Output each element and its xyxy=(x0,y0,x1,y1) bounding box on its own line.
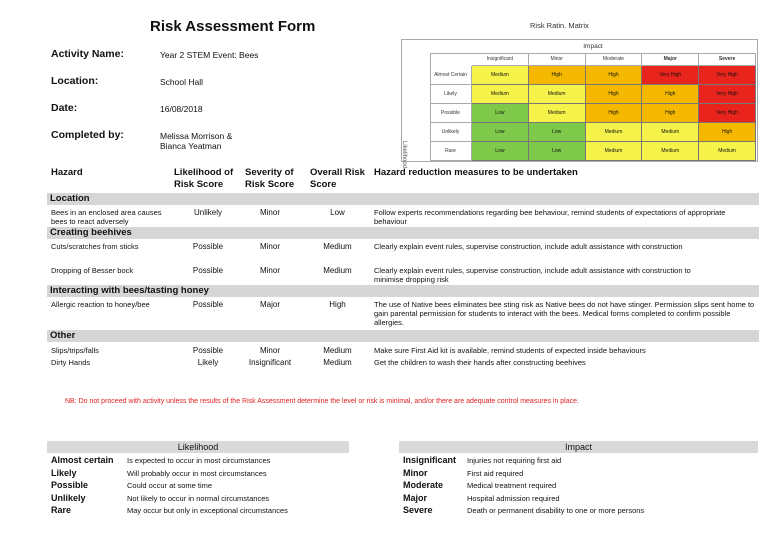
completed-by-label: Completed by: xyxy=(51,129,124,141)
col-severity-line-2: Risk Score xyxy=(245,179,295,190)
col-severity-line-1: Severity of xyxy=(245,167,294,178)
completed-by-value-2: Bianca Yeatman xyxy=(160,141,222,151)
matrix-cell: High xyxy=(586,104,643,123)
row-4-overall: High xyxy=(329,300,346,309)
matrix-cell: Very High xyxy=(642,66,699,85)
matrix-col-header: Severe xyxy=(699,53,756,66)
section-location: Location xyxy=(47,193,759,205)
matrix-cell: High xyxy=(642,85,699,104)
matrix-row-label: Almost Certain xyxy=(430,66,472,85)
matrix-cell: Medium xyxy=(586,142,643,161)
impact-legend-desc: Hospital admission required xyxy=(467,493,560,503)
row-6-likelihood: Likely xyxy=(197,358,219,367)
row-1-likelihood: Unlikely xyxy=(193,208,222,217)
matrix-cell: Very High xyxy=(699,66,756,85)
row-1-overall: Low xyxy=(330,208,345,217)
likelihood-legend-desc: May occur but only in exceptional circumstances xyxy=(127,506,288,515)
row-6-severity: Insignificant xyxy=(248,358,292,367)
col-likelihood-line-1: Likelihood of xyxy=(174,167,234,178)
matrix-cell: Low xyxy=(529,123,586,142)
impact-legend-desc: Death or permanent disability to one or more persons xyxy=(467,506,645,515)
matrix-title: Risk Ratin. Matrix xyxy=(530,21,589,30)
likelihood-legend-heading: Likelihood xyxy=(47,441,349,453)
matrix-cell: High xyxy=(642,104,699,123)
row-1-severity: Minor xyxy=(259,208,280,217)
impact-legend-desc: Medical treatment required xyxy=(467,481,557,490)
col-overall-line-2: Score xyxy=(310,179,337,190)
matrix-row-label: Possible xyxy=(430,104,472,123)
row-3-overall: Medium xyxy=(323,266,352,275)
impact-legend-heading: Impact xyxy=(399,441,758,453)
matrix-impact-label: Impact xyxy=(430,40,756,54)
impact-legend-desc: First aid required xyxy=(467,468,524,478)
matrix-cell: High xyxy=(699,123,756,142)
likelihood-legend-term: Unlikely xyxy=(51,492,86,503)
col-hazard: Hazard xyxy=(51,167,83,178)
completed-by-value-1: Melissa Morrison & xyxy=(160,131,233,141)
likelihood-legend-desc: Could occur at some time xyxy=(127,481,213,490)
matrix-col-header: Minor xyxy=(529,53,586,66)
likelihood-legend-desc: Will probably occur in most circumstances xyxy=(127,468,267,478)
col-overall-line-1: Overall Risk xyxy=(310,167,365,178)
col-measures: Hazard reduction measures to be undertaken xyxy=(374,167,578,178)
location-label: Location: xyxy=(51,75,99,87)
section-interacting: Interacting with bees/tasting honey xyxy=(47,285,759,297)
impact-legend-term: Insignificant xyxy=(403,455,457,465)
matrix-row-label: Likely xyxy=(430,85,472,104)
likelihood-legend-term: Rare xyxy=(51,505,72,515)
matrix-cell: Low xyxy=(529,142,586,161)
row-3-hazard: Dropping of Besser bock xyxy=(51,266,134,275)
row-4-hazard: Allergic reaction to honey/bee xyxy=(51,300,150,309)
row-3-severity: Minor xyxy=(259,266,280,275)
row-6-overall: Medium xyxy=(323,358,352,367)
row-5-hazard: Slips/trips/falls xyxy=(51,346,99,355)
row-2-measures: Clearly explain event rules, supervise construction, include adult assistance with construction xyxy=(374,242,683,251)
matrix-row-label: Rare xyxy=(430,142,472,161)
matrix-col-header: Insignificant xyxy=(472,53,529,66)
row-2-overall: Medium xyxy=(323,242,352,251)
matrix-cell: High xyxy=(586,66,643,85)
matrix-cell: Very High xyxy=(699,104,756,123)
col-likelihood xyxy=(174,167,233,191)
matrix-cell: High xyxy=(529,66,586,85)
row-5-severity: Minor xyxy=(259,346,280,355)
section-other: Other xyxy=(47,330,759,342)
likelihood-legend-desc: Not likely to occur in normal circumstances xyxy=(127,493,270,503)
date-label: Date: xyxy=(51,102,78,114)
row-4-measures: The use of Native bees eliminates bee sting risk as Native bees do not have stinger. Permission slips sent home to gain parental permission for students to interact with the bees. Medical forms completed to confirm possible allergies. xyxy=(374,300,755,327)
row-2-hazard: Cuts/scratches from sticks xyxy=(51,242,139,251)
row-5-likelihood: Possible xyxy=(192,346,224,355)
likelihood-legend-term: Likely xyxy=(51,467,77,478)
matrix-cell: Low xyxy=(472,104,529,123)
impact-legend-term: Severe xyxy=(403,505,433,515)
row-5-measures: Make sure First Aid kit is available, remind students of expected inside behaviours xyxy=(374,346,646,355)
matrix-cell: Very High xyxy=(699,85,756,104)
activity-value: Year 2 STEM Event: Bees xyxy=(160,50,259,60)
activity-label: Activity Name: xyxy=(51,48,124,60)
row-6-measures: Get the children to wash their hands after constructing beehives xyxy=(374,358,586,367)
row-3-likelihood: Possible xyxy=(192,266,224,275)
matrix-cell: Medium xyxy=(699,142,756,161)
impact-legend-term: Major xyxy=(403,492,428,503)
matrix-cell: Low xyxy=(472,142,529,161)
matrix-cell: Medium xyxy=(586,123,643,142)
matrix-side xyxy=(401,53,431,169)
row-2-severity: Minor xyxy=(259,242,280,251)
risk-matrix xyxy=(401,39,758,169)
col-likelihood-line-2: Risk Score xyxy=(174,179,224,190)
row-1-hazard: Bees in an enclosed area causes bees to react adversely xyxy=(51,208,162,226)
likelihood-legend-term: Possible xyxy=(51,480,89,490)
section-beehives: Creating beehives xyxy=(47,227,759,239)
col-severity xyxy=(245,167,294,191)
matrix-cell: Medium xyxy=(642,142,699,161)
date-value: 16/08/2018 xyxy=(160,104,203,114)
matrix-col-header: Moderate xyxy=(586,53,643,66)
row-1-measures: Follow experts recommendations regarding bee behaviour, remind students of expectations of appropriate behaviour xyxy=(374,208,726,226)
row-6-hazard: Dirty Hands xyxy=(51,358,91,367)
likelihood-legend-desc: Is expected to occur in most circumstances xyxy=(127,456,271,465)
impact-legend-term: Moderate xyxy=(403,480,444,490)
location-value: School Hall xyxy=(160,77,203,87)
notice-text: NB: Do not proceed with activity unless the results of the Risk Assessment determine the level or risk is minimal, and/or there are adequate control measures in place. xyxy=(65,398,579,405)
matrix-row-label: Unlikely xyxy=(430,123,472,142)
row-2-likelihood: Possible xyxy=(192,242,224,251)
matrix-likelihood-label: Likelihood xyxy=(401,141,407,169)
impact-legend-term: Minor xyxy=(403,467,428,478)
matrix-cell: Medium xyxy=(472,66,529,85)
form-title: Risk Assessment Form xyxy=(150,18,316,35)
matrix-cell: Medium xyxy=(529,85,586,104)
row-3-measures: Clearly explain event rules, supervise construction, include adult assistance with construction to minimise dropping risk xyxy=(374,266,691,284)
matrix-cell: Medium xyxy=(472,85,529,104)
likelihood-legend-term: Almost certain xyxy=(51,455,114,465)
matrix-col-header: Major xyxy=(642,53,699,66)
impact-legend-desc: Injuries not requiring first aid xyxy=(467,456,562,465)
matrix-cell: Low xyxy=(472,123,529,142)
row-4-likelihood: Possible xyxy=(192,300,224,309)
row-4-severity: Major xyxy=(259,300,280,309)
col-overall xyxy=(310,167,365,191)
matrix-cell: High xyxy=(586,85,643,104)
matrix-cell: Medium xyxy=(529,104,586,123)
matrix-cell: Medium xyxy=(642,123,699,142)
row-5-overall: Medium xyxy=(323,346,352,355)
